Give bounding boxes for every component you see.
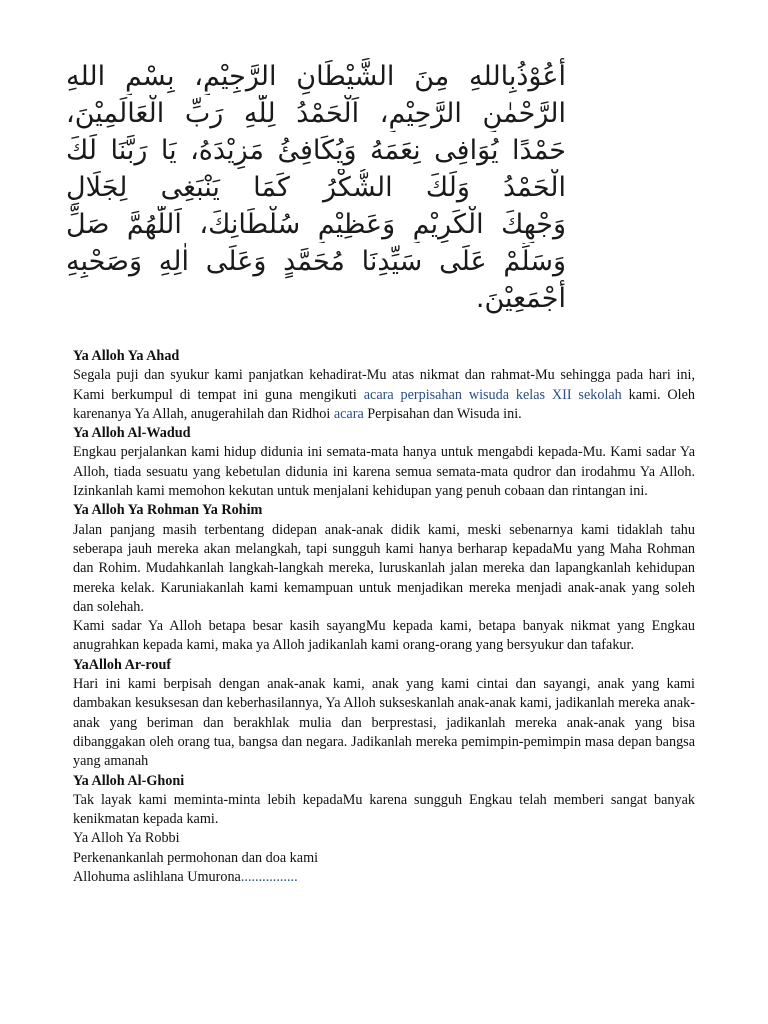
section-heading-wadud: Ya Alloh Al-Wadud bbox=[73, 425, 191, 442]
arabic-line: حَمْدًا يُوَافِى نِعَمَهُ وَيُكَافِئُ مَزِيْدَهُ، يَا رَبَّنَا لَكَ bbox=[66, 135, 566, 166]
section-heading-ahad: Ya Alloh Ya Ahad bbox=[73, 348, 180, 364]
section-heading-ghoni: Ya Alloh Al-Ghoni bbox=[73, 772, 185, 789]
arabic-line: الرَّحْمٰنِ الرَّحِيْمِ، اَلْحَمْدُ لِلّٰهِ رَبِّ الْعَالَمِيْنَ، bbox=[66, 98, 566, 129]
paragraph-text: Perpisahan dan Wisuda ini. bbox=[363, 405, 522, 422]
closing-text: Allohuma aslihlana Umurona bbox=[73, 869, 241, 886]
arabic-line: أَجْمَعِيْنَ. bbox=[475, 283, 566, 314]
closing-line-2: Perkenankanlah permohonan dan doa kami bbox=[73, 849, 319, 866]
section-heading-arrouf: YaAlloh Ar-rouf bbox=[73, 656, 172, 673]
paragraph-text: kami. Oleh karenanya Ya Allah, anugerahilah dan Ridhoi bbox=[73, 386, 695, 422]
arabic-line: أَعُوْذُبِاللهِ مِنَ الشَّيْطَانِ الرَّجِيْمِ، بِسْمِ اللهِ bbox=[66, 61, 566, 92]
paragraph-arrouf: Hari ini kami berpisah dengan anak-anak kami, anak yang kami cintai dan sayangi, anak yang kami dambakan kesuksesan dan keberhasilannya, Ya Alloh sukseskanlah anak-anak kami, jadikanlah mereka anak-anak yang beriman dan berakhlak mulia dan berprestasi, jadikanlah mereka anak-anak yang bisa dibanggakan oleh orang tua, bangsa dan negara. Jadikanlah mereka pemimpin-pemimpin masa depan bangsa yang amanah bbox=[73, 676, 695, 770]
paragraph-wadud: Engkau perjalankan kami hidup didunia ini semata-mata hanya untuk mengabdi kepada-Mu. Kami sadar Ya Alloh, tiada sesuatu yang kebetulan didunia ini karena semua semata-mata qudror dan irodahmu Ya Alloh. Izinkanlah kami memohon kekutan untuk menjalani kehidupan yang penuh cobaan dan rintangan ini. bbox=[73, 444, 695, 500]
paragraph-rohman-1: Jalan panjang masih terbentang didepan anak-anak didik kami, meski sebenarnya kami tidaklah tahu seberapa jauh mereka akan melangkah, tapi sungguh kami hanya berharap kepadaMu yang Maha Rohman dan Rohim. Mudahkanlah langkah-langkah mereka, luruskanlah jalan mereka dan lapangkanlah kehidupan mereka kelak. Karuniakanlah kami kemampuan untuk menjadikan mereka menjadi anak-anak yang soleh dan solehah. bbox=[73, 521, 695, 615]
link-acara[interactable]: acara bbox=[333, 405, 364, 422]
paragraph-ghoni: Tak layak kami meminta-minta lebih kepadaMu karena sungguh Engkau telah memberi sangat banyak kenikmatan kepada kami. bbox=[73, 791, 695, 828]
prayer-text bbox=[73, 347, 695, 887]
section-heading-rohman: Ya Alloh Ya Rohman Ya Rohim bbox=[73, 502, 263, 519]
arabic-line: وَجْهِكَ الْكَرِيْمِ وَعَظِيْمِ سُلْطَانِكَ، اَللّٰهُمَّ صَلِّ bbox=[66, 209, 566, 240]
arabic-line: الْحَمْدُ وَلَكَ الشُّكْرُ كَمَا يَنْبَغِى لِجَلَالِ bbox=[66, 172, 566, 203]
closing-line-1: Ya Alloh Ya Robbi bbox=[73, 830, 180, 847]
ellipsis-dots: ................ bbox=[240, 869, 298, 886]
paragraph-ahad bbox=[73, 366, 695, 424]
closing-line-3 bbox=[73, 868, 695, 887]
link-acara-perpisahan[interactable]: acara perpisahan wisuda kelas XII sekolah bbox=[363, 386, 622, 403]
paragraph-text: Segala puji dan syukur kami panjatkan kehadirat-Mu atas nikmat dan rahmat-Mu sehingga pada hari ini, Kami berkumpul di tempat ini guna mengikuti bbox=[73, 367, 695, 403]
arabic-line: وَسَلِّمْ عَلَى سَيِّدِنَا مُحَمَّدٍ وَعَلَى اٰلِهِ وَصَحْبِهِ bbox=[66, 246, 566, 277]
paragraph-rohman-2: Kami sadar Ya Alloh betapa besar kasih sayangMu kepada kami, betapa banyak nikmat yang Engkau anugrahkan kepada kami, maka ya Alloh jadikanlah kami orang-orang yang bersyukur dan tafakur. bbox=[73, 618, 695, 654]
arabic-opening-prayer bbox=[66, 58, 566, 340]
